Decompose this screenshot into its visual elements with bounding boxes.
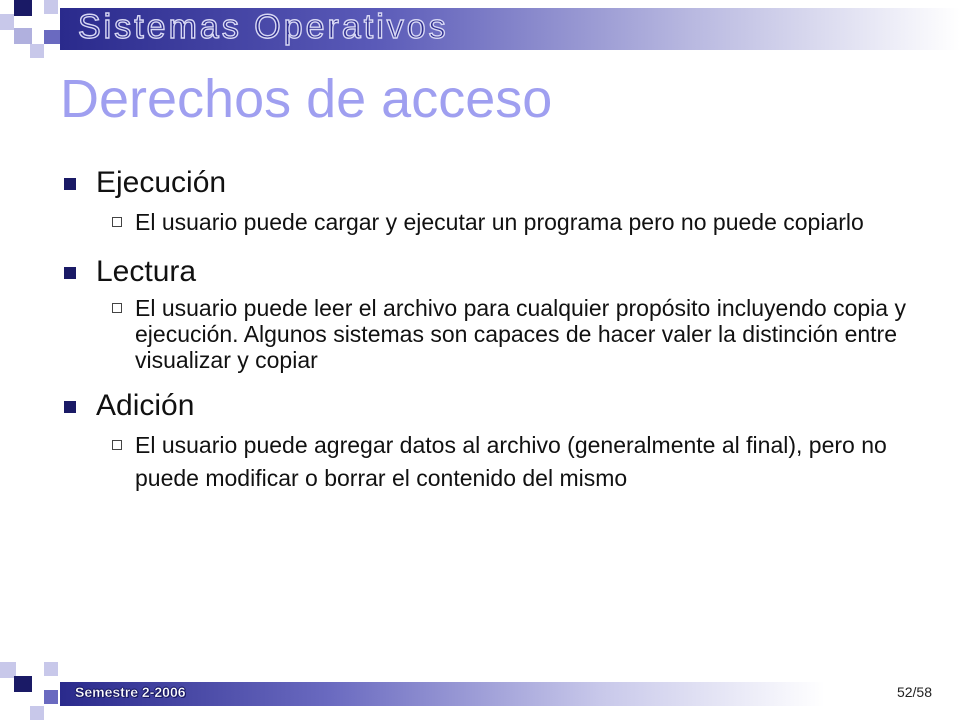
corner-square bbox=[0, 14, 14, 30]
corner-square-large bbox=[14, 676, 32, 692]
sub-bullet-text: El usuario puede agregar datos al archivo (generalmente al final), pero no puede modificar o borrar el contenido del mismo bbox=[135, 432, 887, 491]
bullet-item-adicion bbox=[60, 385, 920, 427]
sub-bullet-text: El usuario puede cargar y ejecutar un programa pero no puede copiarlo bbox=[135, 209, 864, 235]
bullet-label: Adición bbox=[96, 389, 195, 422]
sub-bullet-text: El usuario puede leer el archivo para cualquier propósito incluyendo copia y ejecución. Algunos sistemas son capaces de hacer valer la distinción entre visualizar y copiar bbox=[135, 295, 906, 373]
corner-square bbox=[44, 30, 60, 44]
square-bullet-icon bbox=[64, 178, 76, 190]
slide-content bbox=[60, 162, 920, 507]
corner-square bbox=[30, 706, 44, 720]
header-banner-text: Sistemas Operativos bbox=[78, 8, 449, 46]
page-number: 52/58 bbox=[896, 684, 932, 700]
sub-bullet-adicion bbox=[60, 429, 920, 495]
bullet-label: Ejecución bbox=[96, 166, 227, 199]
header-banner-title bbox=[78, 6, 449, 48]
corner-square bbox=[30, 44, 44, 58]
slide-title: Derechos de acceso bbox=[60, 69, 553, 129]
footer-semester: Semestre 2-2006 bbox=[75, 684, 186, 700]
bullet-label: Lectura bbox=[96, 255, 197, 288]
corner-square-large bbox=[14, 0, 32, 16]
bullet-item-lectura bbox=[60, 251, 920, 293]
corner-square bbox=[44, 690, 58, 704]
corner-square bbox=[44, 0, 58, 14]
corner-square bbox=[44, 662, 58, 676]
hollow-square-bullet-icon bbox=[112, 440, 122, 450]
corner-square bbox=[14, 28, 32, 44]
square-bullet-icon bbox=[64, 401, 76, 413]
sub-bullet-lectura bbox=[60, 295, 920, 373]
hollow-square-bullet-icon bbox=[112, 303, 122, 313]
bullet-item-ejecucion bbox=[60, 162, 920, 204]
footer-band bbox=[60, 682, 960, 706]
square-bullet-icon bbox=[64, 267, 76, 279]
hollow-square-bullet-icon bbox=[112, 217, 122, 227]
sub-bullet-ejecucion bbox=[60, 206, 920, 239]
